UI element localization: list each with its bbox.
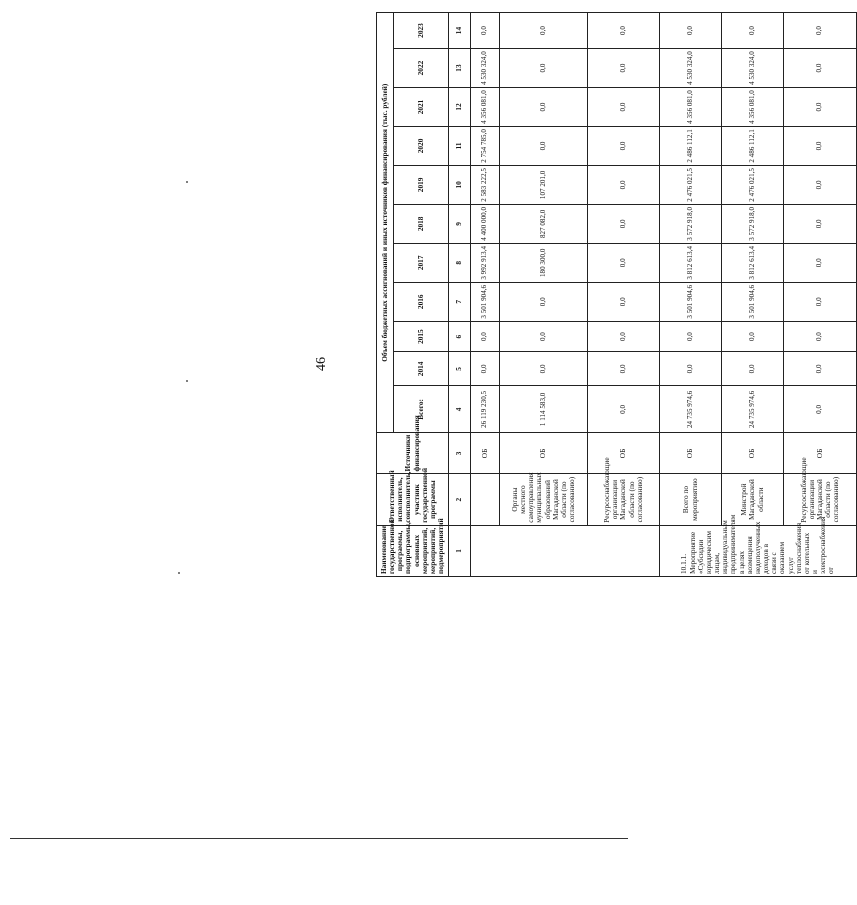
scan-speck <box>178 572 180 574</box>
column-number: 8 <box>449 243 471 282</box>
row-value: 0,0 <box>784 49 857 88</box>
column-number: 11 <box>449 126 471 165</box>
row-value: 3 572 918,0 <box>660 204 722 243</box>
header-total: Всего: <box>394 386 449 433</box>
row-value: 0,0 <box>588 165 660 204</box>
row-value: 4 356 081,0 <box>722 88 784 127</box>
row-value: 0,0 <box>784 386 857 433</box>
row-source: ОБ <box>784 433 857 474</box>
row-value: 2 476 021,5 <box>722 165 784 204</box>
column-number: 10 <box>449 165 471 204</box>
row-value: 0,0 <box>588 282 660 321</box>
row-value: 107 201,0 <box>500 165 588 204</box>
row-value: 0,0 <box>500 352 588 386</box>
column-number: 1 <box>449 525 471 576</box>
row-value: 0,0 <box>588 386 660 433</box>
row-executor: Всего по мероприятию <box>660 474 722 525</box>
row-value: 4 530 324,0 <box>660 49 722 88</box>
header-year: 2014 <box>394 352 449 386</box>
row-name: 10.1.1. Мероприятие «Субсидии юридическим лицам, индивидуальным предпринимателям в целях возмещения недополученных доходов в связи с оказанием услуг теплоснабжения от котельных и электроснабжения от <box>660 525 857 576</box>
row-value: 0,0 <box>588 204 660 243</box>
row-value: 0,0 <box>500 49 588 88</box>
column-number: 13 <box>449 49 471 88</box>
row-value: 0,0 <box>588 352 660 386</box>
row-value: 2 486 112,1 <box>722 126 784 165</box>
header-year: 2021 <box>394 88 449 127</box>
row-value: 0,0 <box>784 352 857 386</box>
financing-table <box>376 12 857 577</box>
bottom-rule <box>10 838 628 839</box>
scan-speck <box>186 181 188 183</box>
row-value: 2 486 112,1 <box>660 126 722 165</box>
header-name: Наименование государственной программы, подпрограммы, основных мероприятий, мероприятий, подмероприятий <box>377 525 449 576</box>
row-value: 0,0 <box>471 13 500 49</box>
row-value: 0,0 <box>588 49 660 88</box>
row-value: 4 356 081,0 <box>660 88 722 127</box>
column-number-row <box>449 13 471 577</box>
column-number: 5 <box>449 352 471 386</box>
row-value: 0,0 <box>471 321 500 352</box>
row-value: 3 572 918,0 <box>722 204 784 243</box>
row-value: 0,0 <box>784 204 857 243</box>
row-value: 0,0 <box>660 13 722 49</box>
row-value: 2 476 021,5 <box>660 165 722 204</box>
header-year: 2023 <box>394 13 449 49</box>
column-number: 14 <box>449 13 471 49</box>
row-value: 0,0 <box>784 243 857 282</box>
row-value: 0,0 <box>784 88 857 127</box>
table-row <box>588 13 660 577</box>
table-row <box>722 13 784 577</box>
header-year: 2022 <box>394 49 449 88</box>
row-value: 0,0 <box>588 126 660 165</box>
row-value: 3 501 904,6 <box>471 282 500 321</box>
table-row <box>784 13 857 577</box>
header-year: 2017 <box>394 243 449 282</box>
row-value: 0,0 <box>660 321 722 352</box>
header-executor: Ответственный исполнитель, соисполнитель, участник государственной программы <box>377 474 449 525</box>
row-value: 4 400 000,0 <box>471 204 500 243</box>
header-year: 2018 <box>394 204 449 243</box>
scan-speck <box>186 380 188 382</box>
row-value: 4 356 081,0 <box>471 88 500 127</box>
column-number: 12 <box>449 88 471 127</box>
row-value: 3 992 913,4 <box>471 243 500 282</box>
row-value: 0,0 <box>722 13 784 49</box>
row-value: 0,0 <box>784 165 857 204</box>
row-value: 0,0 <box>500 88 588 127</box>
table-row <box>500 13 588 577</box>
row-executor: Органы местного самоуправления муниципальных образований Магаданской области (по согласованию) <box>500 474 588 525</box>
header-source: Источники финансирования <box>377 433 449 474</box>
row-source: ОБ <box>722 433 784 474</box>
row-value: 0,0 <box>588 243 660 282</box>
row-value: 4 530 324,0 <box>471 49 500 88</box>
table-row <box>471 13 500 577</box>
row-value: 0,0 <box>471 352 500 386</box>
row-value: 0,0 <box>784 282 857 321</box>
row-value: 827 082,0 <box>500 204 588 243</box>
row-executor: Минстрой Магаданской области <box>722 474 784 525</box>
row-value: 0,0 <box>500 126 588 165</box>
row-source: ОБ <box>588 433 660 474</box>
row-source: ОБ <box>660 433 722 474</box>
row-value: 1 114 583,0 <box>500 386 588 433</box>
row-value: 0,0 <box>722 352 784 386</box>
row-value: 0,0 <box>500 321 588 352</box>
column-number: 7 <box>449 282 471 321</box>
row-value: 24 735 974,6 <box>660 386 722 433</box>
row-value: 180 300,0 <box>500 243 588 282</box>
table-row <box>660 13 722 577</box>
page-number: 46 <box>314 357 329 371</box>
row-value: 0,0 <box>500 13 588 49</box>
header-funding-group: Объем бюджетных ассигнований и иных источников финансирования (тыс. рублей) <box>377 13 394 433</box>
row-value: 26 119 230,5 <box>471 386 500 433</box>
row-executor <box>471 474 500 525</box>
header-year: 2015 <box>394 321 449 352</box>
row-value: 2 583 222,5 <box>471 165 500 204</box>
row-value: 0,0 <box>784 321 857 352</box>
header-year: 2016 <box>394 282 449 321</box>
column-number: 4 <box>449 386 471 433</box>
row-executor: Ресурсоснабжающие организации Магаданской области (по согласованию) <box>784 474 857 525</box>
column-number: 2 <box>449 474 471 525</box>
row-value: 0,0 <box>500 282 588 321</box>
row-value: 0,0 <box>660 352 722 386</box>
row-value: 3 812 613,4 <box>722 243 784 282</box>
column-number: 9 <box>449 204 471 243</box>
column-number: 6 <box>449 321 471 352</box>
row-value: 3 812 613,4 <box>660 243 722 282</box>
row-value: 0,0 <box>588 88 660 127</box>
row-value: 0,0 <box>588 13 660 49</box>
financing-table-sheet <box>376 12 856 577</box>
column-number: 3 <box>449 433 471 474</box>
row-value: 0,0 <box>784 126 857 165</box>
row-value: 3 501 904,6 <box>722 282 784 321</box>
row-source: ОБ <box>471 433 500 474</box>
header-year: 2020 <box>394 126 449 165</box>
header-row-group <box>377 13 394 577</box>
row-value: 2 754 785,0 <box>471 126 500 165</box>
row-value: 0,0 <box>722 321 784 352</box>
row-name <box>471 525 660 576</box>
header-year: 2019 <box>394 165 449 204</box>
row-source: ОБ <box>500 433 588 474</box>
row-value: 24 735 974,6 <box>722 386 784 433</box>
row-executor: Ресурсоснабжающие организации Магаданской области (по согласованию) <box>588 474 660 525</box>
row-value: 4 530 324,0 <box>722 49 784 88</box>
row-value: 3 501 904,6 <box>660 282 722 321</box>
row-value: 0,0 <box>784 13 857 49</box>
row-value: 0,0 <box>588 321 660 352</box>
